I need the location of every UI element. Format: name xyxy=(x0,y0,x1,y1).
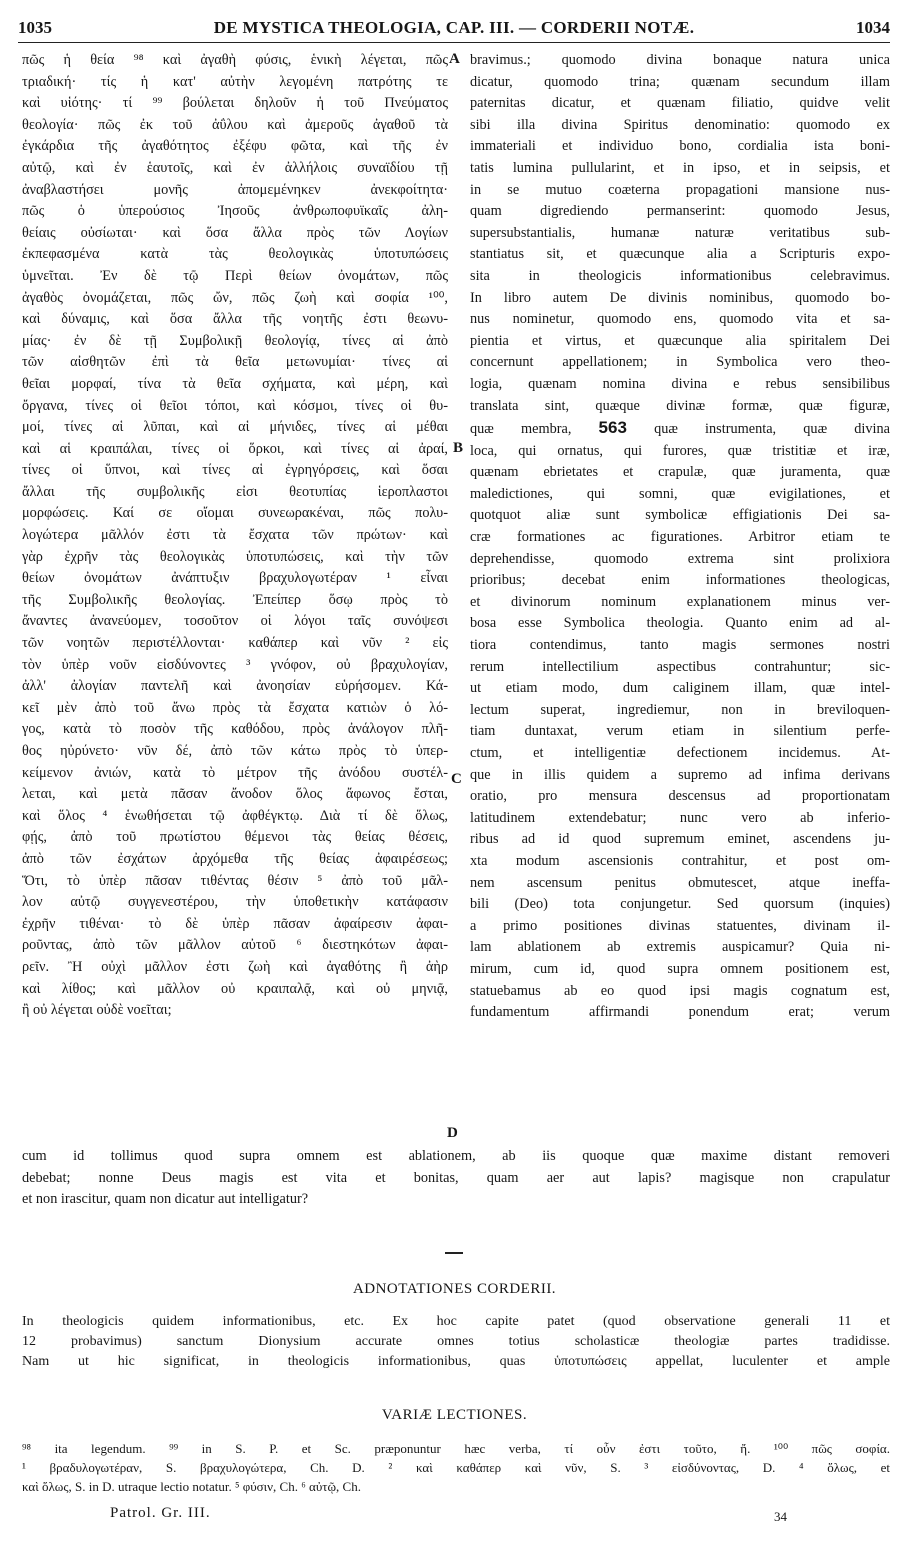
continuation-line: et non irascitur, quam non dicatur aut intelligatur? xyxy=(22,1191,309,1208)
latin-text-line: prioribus; decebat enim informationes theologicas, xyxy=(470,572,890,589)
latin-text-line: bosa esse Symbolica theologia. Quanto enim ad al- xyxy=(470,615,890,632)
variant-reading-line: ⁹⁸ ita legendum. ⁹⁹ in S. P. et Sc. præponuntur hæc verba, τί οὖν ἐστι τοῦτο, ἤ. ¹⁰⁰ πῶς σοφία. xyxy=(22,1441,890,1456)
greek-text-line: γὰρ ἐχρῆν τὰς θεολογικὰς ὑποτυπώσεις, καὶ τὴν τῶν xyxy=(22,548,448,565)
greek-text-line: θεῖαι μορφαί, τίνα τὰ θεῖα σχήματα, καὶ μέρη, καὶ xyxy=(22,375,448,392)
greek-text-line: τὸν ὑπὲρ νοῦν εἰσδύνοντες ³ γνόφον, οὐ βραχυλογίαν, xyxy=(22,656,448,673)
latin-text-line: rerum intellectilium aspectibus contrahuntur; sic- xyxy=(470,658,890,675)
greek-text-line: μοί, τίνες αἱ λῦπαι, καὶ αἱ μήνιδες, τίνες αἱ μέθαι xyxy=(22,419,448,436)
latin-text-line: nem ascensum penitus obmutescet, atque ineffa- xyxy=(470,874,890,891)
full-width-continuation xyxy=(22,1146,890,1211)
greek-text-line: ἐχρῆν τιθέναι· τὸ δὲ ὑπὲρ πᾶσαν ἀφαίρεσιν ἀφαι- xyxy=(22,915,448,932)
greek-text-line: ἐκπεφασμένα κατὰ τὰς θεολογικὰς ὑποτυπώσεις xyxy=(22,246,448,263)
column-marker-c: C xyxy=(451,771,462,787)
greek-text-line: λεται, καὶ μετὰ πᾶσαν ἄνοδον ὅλος ἄφωνος ἔσται, xyxy=(22,786,448,803)
greek-text-line: κεῖ μὲν ἀπὸ τοῦ ἄνω πρὸς τὰ ἔσχατα κατιὼν ὁ λό- xyxy=(22,699,448,716)
latin-text-line: sita in theologicis informationibus celebravimus. xyxy=(470,267,890,284)
latin-text-line: cræ formationes ac figurationes. Arbitror etiam te xyxy=(470,529,890,546)
greek-text-line: μίας· ἐν δὲ τῇ Συμβολικῇ θεολογίᾳ, τίνες αἱ ἀπὸ xyxy=(22,332,448,349)
latin-text-line: deprehendisse, quomodo extrema sint prolixiora xyxy=(470,550,890,567)
section-divider xyxy=(445,1252,463,1254)
greek-text-line: ἢ οὐ λέγεται οὐδὲ νοεῖται; xyxy=(22,1002,172,1019)
latin-text-line: lam ablationem ab extremis auspicamur? Quia ni- xyxy=(470,939,890,956)
latin-text-line: in se mutuo coæterna propagationi mansione nus- xyxy=(470,181,890,198)
greek-text-line: λογώτερα μᾶλλόν ἐστι τὰ ἔσχατα τῶν πρώτων· καὶ xyxy=(22,527,448,544)
greek-text-line: ἄλλαι τῆς συμβολικῆς εἰσι θεοτυπίας ἱεροπλαστοι xyxy=(22,483,448,500)
latin-text-line: sibi illa divina Spiritus denominatio: quomodo ex xyxy=(470,116,890,133)
latin-text-line: quæ membra, 563 quæ instrumenta, quæ divina xyxy=(470,418,890,438)
annotations-heading: ADNOTATIONES CORDERII. xyxy=(352,1281,557,1297)
greek-text-line: καὶ υἱότης· τί ⁹⁹ βούλεται δηλοῦν ἡ τοῦ Πνεύματος xyxy=(22,95,448,112)
latin-text-line: nus nominetur, quomodo ens, quomodo vita et sa- xyxy=(470,311,890,328)
latin-text-line: In libro autem De divinis nominibus, quomodo bo- xyxy=(470,289,890,306)
latin-text-line: statuebamus ab eo quod ipsi magis cognatum est, xyxy=(470,982,890,999)
latin-text-line: maledictiones, qui somni, quæ evigilationes, et xyxy=(470,485,890,502)
annotation-line: In theologicis quidem informationibus, etc. Ex hoc capite patet (quod observatione generali 11 et xyxy=(22,1314,890,1329)
latin-text-line: et divinorum nominum explanationem minus ver- xyxy=(470,593,890,610)
greek-text-line: θος ηὐρύνετο· νῦν δέ, ἀπὸ τῶν κάτω πρὸς τὸ ὑπερ- xyxy=(22,743,448,759)
latin-text-line: latitudinem extendebatur; nunc vero ab inferio- xyxy=(470,809,890,826)
latin-text-line: a primo positiones divinas statuentes, divinam il- xyxy=(470,917,890,934)
greek-text-column xyxy=(22,50,448,1022)
latin-text-line: tiora contendimus, tanto magis sermones nostri xyxy=(470,637,890,654)
greek-text-line: τριαδική· τίς ἡ κατ' αὐτὴν λεγομένη πατρότης τε xyxy=(22,73,448,90)
greek-text-line: ἐγκάρδια τῆς ἀγαθότητος ἐξέφυ φῶτα, καὶ τῆς ἐν xyxy=(22,138,448,155)
latin-text-line: loca, qui ornatus, qui furores, quæ tristitiæ et iræ, xyxy=(470,442,890,459)
greek-text-line: ἀλλ' ἀλογίαν παντελῆ καὶ ἀνοησίαν εὑρήσομεν. Κά- xyxy=(22,678,448,695)
greek-text-line: θείαις οὐσίωται· καὶ ὅσα ἄλλα πρὸς τῶν Λογίων xyxy=(22,224,448,241)
annotation-line: 12 probavimus) sanctum Dionysium accurate omnes totius scholasticæ theologiæ partes tradidisse. xyxy=(22,1334,890,1349)
greek-text-line: ὄργανα, τίνες οἱ θεῖοι τόποι, καὶ κόσμοι, τίνες οἱ θυ- xyxy=(22,397,448,414)
latin-text-line: dicatur, quomodo trina; quænam secundum illam xyxy=(470,73,890,90)
greek-text-line: ἀγαθὸς ὀνομάζεται, πῶς ὤν, πῶς ζωὴ καὶ σοφία ¹⁰⁰, xyxy=(22,289,448,306)
greek-text-line: θεολογία· πῶς ἐκ τοῦ ἀΰλου καὶ ἀμεροῦς ἀγαθοῦ τὰ xyxy=(22,116,448,133)
page-number-right: 1034 xyxy=(856,18,890,37)
migne-column-number: 563 xyxy=(598,418,627,438)
footer-signature: Patrol. Gr. III. xyxy=(110,1505,211,1521)
latin-text-line: tiam duntaxat, verum etiam in silentium perfe- xyxy=(470,723,890,740)
variant-reading-line: καὶ ὅλως, S. in D. utraque lectio notatur. ⁵ φύσιν, Ch. ⁶ αὐτῷ, Ch. xyxy=(22,1479,361,1494)
latin-text-line: immateriali et individuo bono, cordialia ista boni- xyxy=(470,138,890,155)
variant-reading-line: ¹ βραδυλογωτέραν, S. βραχυλογώτερα, Ch. D. ² καὶ καθάπερ καὶ νῦν, S. ³ εἰσδύνοντας, D. ⁴ ὅλως, et xyxy=(22,1460,890,1475)
latin-text-line: bravimus.; quomodo divina bonaque natura unica xyxy=(470,52,890,68)
latin-text-line: mirum, cum id, quod supra omnem positionem est, xyxy=(470,960,890,977)
latin-text-line: supersubstantialis, humanæ naturæ veritatibus sub- xyxy=(470,224,890,241)
column-marker-d: D xyxy=(447,1125,458,1141)
latin-text-line: quotquot aliæ sunt symbolicæ effigiationis Dei sa- xyxy=(470,507,890,524)
footer-sheet-number: 34 xyxy=(774,1509,787,1524)
greek-text-line: καὶ αἱ κραιπάλαι, τίνες οἱ ὅρκοι, καὶ τίνες αἱ ἀραί, xyxy=(22,440,448,457)
greek-text-line: Ὅτι, τὸ ὑπὲρ πᾶσαν τιθέντας θέσιν ⁵ ἀπὸ τοῦ μᾶλ- xyxy=(22,872,448,889)
latin-text-line: quænam ebrietates et crapulæ, quæ juramenta, quæ xyxy=(470,464,890,481)
latin-text-line: ctum, et intelligentiæ defectionem incidemus. At- xyxy=(470,745,890,761)
greek-text-line: λον αὐτῷ συγγενεστέρου, τὴν ὑποθετικὴν κατάφασιν xyxy=(22,894,448,911)
greek-text-line: πῶς ἡ θεία ⁹⁸ καὶ ἀγαθὴ φύσις, ἑνικὴ λέγεται, πῶς xyxy=(22,52,448,68)
greek-text-line: καὶ δύναμις, καὶ ὅσα ἄλλα τῆς νοητῆς ἐστι θεωνυ- xyxy=(22,311,448,328)
greek-text-line: καὶ ὅλος ⁴ ἑνωθήσεται τῷ ἀφθέγκτῳ. Διὰ τί δὲ ὅλως, xyxy=(22,807,448,824)
running-title: DE MYSTICA THEOLOGIA, CAP. III. — CORDERII NOTÆ. xyxy=(213,18,695,37)
latin-text-line: translata sint, quæque divinæ formæ, quæ figuræ, xyxy=(470,397,890,414)
greek-text-line: τίνες οἱ ὕπνοι, καὶ τίνες αἱ ἐγρηγόρσεις, καὶ ὅσαι xyxy=(22,462,448,479)
greek-text-line: μορφώσεις. Καί σε οἴομαι συνεωρακέναι, πῶς πολυ- xyxy=(22,505,448,522)
latin-text-line: que in illis quidem a supremo ad infima derivans xyxy=(470,766,890,783)
latin-text-line: oratio, pro mensura descensus ad proportionatam xyxy=(470,788,890,805)
latin-text-line: paternitas dicatur, et quænam filiatio, quidve velit xyxy=(470,95,890,112)
latin-text-line: bili (Deo) tota conjungetur. Sed quorsum (inquies) xyxy=(470,896,890,913)
greek-text-line: ἄναντες ἀνανεύομεν, τοσοῦτον οἱ λόγοι ταῖς συνόψεσι xyxy=(22,613,448,630)
greek-text-line: καὶ λίθος; καὶ μᾶλλον οὐ κραιπαλᾷ, καὶ οὐ μηνιᾷ, xyxy=(22,980,448,997)
greek-text-line: ἀναβλαστήσει μονῆς ἀπομεμένηκεν ἀνεκφοίτητα· xyxy=(22,181,448,198)
variae-lectiones-text xyxy=(22,1439,890,1496)
greek-text-line: πῶς ὁ ὑπερούσιος Ἰησοῦς ἀνθρωποφυϊκαῖς ἀλη- xyxy=(22,203,448,220)
page-number-left: 1035 xyxy=(18,18,52,37)
latin-text-line: concernunt appellationem; in Symbolica vero theo- xyxy=(470,354,890,371)
latin-text-column xyxy=(470,50,890,1024)
column-marker-b: B xyxy=(453,440,464,456)
column-marker-a: A xyxy=(449,51,460,67)
greek-text-line: τῆς Συμβολικῆς θεολογίας. Ἐπείπερ ὅσῳ πρὸς τὸ xyxy=(22,591,448,608)
annotation-line: Nam ut hic significat, in theologicis informationibus, quas ὑποτυπώσεις appellat, luculenter et ample xyxy=(22,1354,890,1369)
header-rule xyxy=(18,42,890,43)
greek-text-line: θείων ὀνομάτων ἀνάπτυξιν βραχυλογωτέραν ¹ εἶναι xyxy=(22,570,448,587)
continuation-line: cum id tollimus quod supra omnem est ablationem, ab iis quoque quæ maxime distant removeri xyxy=(22,1148,890,1164)
latin-text-line: stantiatus sit, et quæcunque alia a Scripturis expo- xyxy=(470,246,890,263)
greek-text-line: τῶν νοητῶν περιστέλλονται· καθάπερ καὶ νῦν ² εἰς xyxy=(22,635,448,652)
latin-text-line: logia, quænam nomina divina e rebus sensibilibus xyxy=(470,375,890,392)
greek-text-line: κείμενον ἀνιών, κατὰ τὸ μέτρον τῆς ἀνόδου συστέλ- xyxy=(22,764,448,781)
latin-text-line: ut etiam modo, dum caliginem illam, quæ intel- xyxy=(470,680,890,697)
latin-text-line: lectum superat, ingrediemur, non in breviloquen- xyxy=(470,701,890,718)
variae-heading: VARIÆ LECTIONES. xyxy=(381,1407,528,1423)
greek-text-line: ὑμνεῖται. Ἐν δὲ τῷ Περὶ θείων ὀνομάτων, πῶς xyxy=(22,267,448,284)
greek-text-line: ροῦντας, ἀπὸ τῶν μᾶλλον αὐτοῦ ⁶ διεστηκότων ἀφαι- xyxy=(22,937,448,954)
greek-text-line: φῄς, ἀπὸ τοῦ πρωτίστου θέμενοι τὰς θείας θέσεις, xyxy=(22,829,448,846)
greek-text-line: ρεῖν. Ἢ οὐχὶ μᾶλλον ἐστι ζωὴ καὶ ἀγαθότης ἢ ἀὴρ xyxy=(22,958,448,975)
latin-text-line: ribus ad id quod supremum eminet, ascendens ju- xyxy=(470,831,890,848)
latin-text-line: quam digrediendo permanserint: quomodo Jesus, xyxy=(470,203,890,220)
latin-text-line: pientia et virtus, et quæcunque alia spiritalem Dei xyxy=(470,332,890,349)
continuation-line: debebat; nonne Deus magis est vita et bonitas, quam aer aut lapis? magisque non crapulatur xyxy=(22,1169,890,1186)
latin-text-line: tatis lumina pullularint, et in ipso, et in seipsis, et xyxy=(470,159,890,176)
annotations-text xyxy=(22,1312,890,1372)
greek-text-line: γος, κατὰ τὸ ποσὸν τῆς καθόδου, πρὸς ἀνάλογον πλῆ- xyxy=(22,721,448,738)
greek-text-line: τῶν αἰσθητῶν ἐπὶ τὰ θεῖα μετωνυμίαι· τίνες αἱ xyxy=(22,354,448,371)
latin-text-line: xta modum ascensionis contrahitur, et post om- xyxy=(470,852,890,869)
greek-text-line: ἀπὸ τῶν ἐσχάτων ἀρχόμεθα τῆς θείας ἀφαιρέσεως; xyxy=(22,850,448,867)
page-header xyxy=(18,14,890,44)
latin-text-line: fundamentum affirmandi ponendum erat; verum xyxy=(470,1004,890,1021)
greek-text-line: αὐτῷ, καὶ ἐν ἑαυτοῖς, καὶ ἐν ἀλλήλοις συναϊδίου τῇ xyxy=(22,159,448,176)
